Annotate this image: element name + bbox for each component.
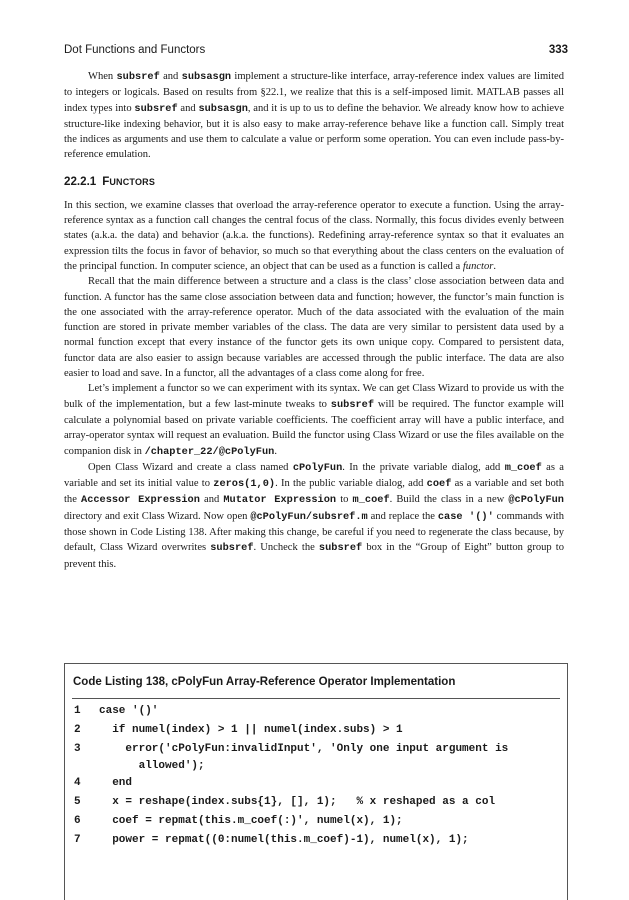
line-code: error('cPolyFun:invalidInput', 'Only one input argument is	[99, 743, 509, 755]
line-number: 4	[74, 777, 81, 789]
listing-title: Code Listing 138, cPolyFun Array-Reference Operator Implementation	[73, 676, 456, 688]
line-code-continuation: allowed');	[99, 760, 205, 772]
section-heading	[64, 174, 564, 190]
line-number: 1	[74, 705, 81, 717]
inline-code: m_coef	[504, 461, 542, 474]
code-line	[65, 796, 567, 815]
inline-code: @cPolyFun	[508, 494, 564, 507]
inline-code: subsref	[330, 398, 375, 411]
inline-code: Mutator Expression	[223, 494, 337, 507]
code-line	[65, 743, 567, 777]
code-line	[65, 724, 567, 743]
inline-code: subsasgn	[198, 102, 248, 115]
inline-code: subsref	[210, 542, 254, 555]
line-number: 5	[74, 796, 81, 808]
paragraph: When subsref and subsasgn implement a structure-like interface, array-reference index values are limited to integers or logicals. Based on results from §22.1, we realize that this is a self-imposed limit. MATLAB passes all index types into subsref and subsasgn, and it is up to us to define the behavior. We already know how to achieve structure-like indexing behavior, but it is also easy to make array-reference behave like a function call. Simply treat the indices as arguments and use them to calculate a value or perform some operation. You can even include pass-by-reference emulation.	[64, 71, 565, 161]
line-code: end	[99, 777, 133, 789]
code-line	[65, 777, 567, 796]
paragraph: Let’s implement a functor so we can experiment with its syntax. We can get Class Wizard to provide us with the bulk of the implementation, but a few last-minute tweaks to subsref will be required. The functor example will calculate a polynomial based on private variable coefficients. The coefficient array will have a public interface, and array-operator syntax will request an evaluation. Build the functor using Class Wizard or use the files available on the companion disk in /chapter_22/@cPolyFun.	[64, 383, 565, 458]
code-line	[65, 705, 567, 724]
line-code: if numel(index) > 1 || numel(index.subs) > 1	[99, 724, 403, 736]
inline-code: m_coef	[352, 494, 390, 507]
page-number: 333	[548, 44, 568, 56]
section-number: 22.2.1	[64, 174, 97, 188]
inline-code: subsasgn	[181, 71, 232, 83]
inline-code: case '()'	[437, 510, 494, 523]
line-code: coef = repmat(this.m_coef(:)', numel(x), 1);	[99, 815, 403, 827]
section-title-rest: UNCTORS	[109, 176, 156, 187]
running-title: Dot Functions and Functors	[64, 44, 206, 56]
section-title-cap: F	[102, 174, 110, 188]
line-number: 3	[74, 743, 81, 755]
inline-code: subsref	[318, 542, 363, 555]
paragraph: Recall that the main difference between a structure and a class is the class’ close association between data and function. A functor has the same close association between data and function; however, the functor’s main function is the one associated with the array-reference operator. Much of the data associated with the evaluation of the main function are stored in private member variables of the class. The data are very similar to persistent data used by a normal function except that every instance of the functor gets its own unique copy. Compared to persistent data, functor data are also easier to assign because variables are accessed through the public interface. The data are also easier to load and save. In a functor, all the advantages of a class come along for free.	[64, 276, 564, 380]
code-listing	[64, 663, 568, 900]
line-number: 2	[74, 724, 81, 736]
code-lines	[65, 705, 567, 853]
inline-code: @cPolyFun/subsref.m	[250, 510, 368, 523]
paragraph: Open Class Wizard and create a class named cPolyFun. In the private variable dialog, add m_coef as a variable and set its initial value to zeros(1,0). In the public variable dialog, add coef as a variable and set both the Accessor Expression and Mutator Expression to m_coef. Build the class in a new @cPolyFun directory and exit Class Wizard. Now open @cPolyFun/subsref.m and replace the case '()' commands with those shown in Code Listing 138. After making this change, be careful if you need to regenerate the class because, by default, Class Wizard overwrites subsref. Uncheck the subsref box in the “Group of Eight” button group to prevent this.	[64, 461, 564, 570]
inline-code: subsref	[134, 102, 178, 115]
inline-code: subsref	[116, 71, 160, 83]
inline-code: cPolyFun	[292, 461, 343, 474]
line-code: power = repmat((0:numel(this.m_coef)-1), numel(x), 1);	[99, 834, 469, 846]
line-number: 6	[74, 815, 81, 827]
listing-divider	[72, 698, 560, 699]
paragraph: In this section, we examine classes that overload the array-reference operator to execute a function. Using the array-reference syntax as a function call changes the central focus of the class. Normally, this focus divides evenly between states (a.k.a. the data) and behavior (a.k.a. the functions). Redefining array-reference syntax so that it evaluates an expression tilts the focus in favor of behavior, so much so that everything about the class centers on the evaluation of the principal function. In computer science, an object that can be used as a function is called a functor.	[64, 199, 564, 272]
main-text	[64, 69, 564, 572]
line-number: 7	[74, 834, 81, 846]
italic-term: functor	[462, 260, 494, 272]
line-code: case '()'	[99, 705, 159, 717]
inline-code: zeros(1,0)	[213, 478, 276, 491]
inline-code: Accessor Expression	[81, 494, 200, 507]
page-header	[64, 44, 568, 60]
inline-code: coef	[426, 478, 452, 491]
code-line	[65, 834, 567, 853]
line-code: x = reshape(index.subs{1}, [], 1); % x reshaped as a col	[99, 796, 496, 808]
code-line	[65, 815, 567, 834]
inline-code: /chapter_22/@cPolyFun	[144, 445, 275, 458]
